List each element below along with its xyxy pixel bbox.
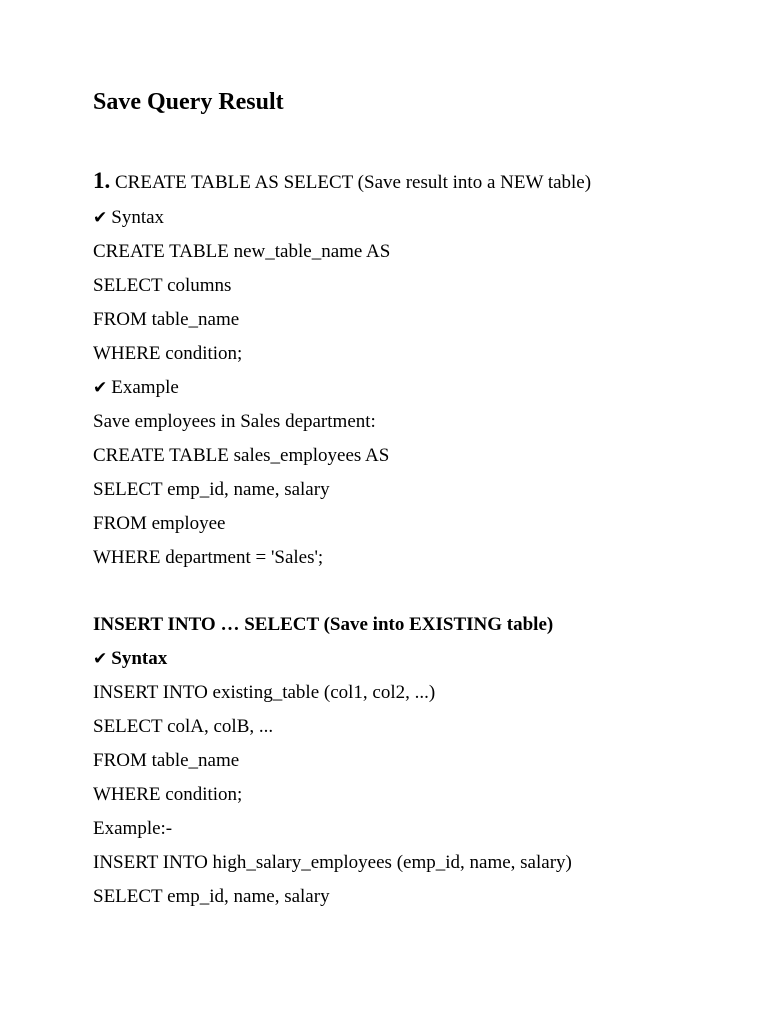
code-line: INSERT INTO high_salary_employees (emp_id, name, salary) [93, 852, 572, 873]
section-1-heading-text: CREATE TABLE AS SELECT (Save result into a NEW table) [115, 172, 592, 193]
syntax-label-text: Syntax [111, 648, 168, 669]
code-line: INSERT INTO existing_table (col1, col2, ...) [93, 682, 436, 703]
checkmark-icon: ✔ [93, 208, 108, 228]
section-2-syntax-label [93, 648, 167, 670]
code-line: FROM employee [93, 513, 226, 534]
code-line: WHERE department = 'Sales'; [93, 547, 324, 568]
code-line: SELECT emp_id, name, salary [93, 886, 330, 907]
checkmark-icon: ✔ [93, 378, 108, 398]
section-1-example-label [93, 377, 179, 399]
section-2-example-label: Example:- [93, 818, 173, 839]
section-1-number: 1. [93, 168, 111, 193]
code-line: SELECT colA, colB, ... [93, 716, 274, 737]
code-line: SELECT columns [93, 275, 232, 296]
checkmark-icon: ✔ [93, 649, 108, 669]
code-line: FROM table_name [93, 750, 240, 771]
code-line: CREATE TABLE new_table_name AS [93, 241, 391, 262]
section-1-heading [93, 170, 591, 194]
page-title: Save Query Result [93, 89, 284, 115]
code-line: WHERE condition; [93, 784, 243, 805]
section-1-syntax-label [93, 207, 164, 229]
section-2-heading: INSERT INTO … SELECT (Save into EXISTING table) [93, 614, 554, 635]
code-line: WHERE condition; [93, 343, 243, 364]
code-line: CREATE TABLE sales_employees AS [93, 445, 390, 466]
example-label-text: Example [111, 377, 179, 398]
example-intro: Save employees in Sales department: [93, 411, 376, 432]
syntax-label-text: Syntax [111, 207, 165, 228]
code-line: FROM table_name [93, 309, 240, 330]
code-line: SELECT emp_id, name, salary [93, 479, 330, 500]
